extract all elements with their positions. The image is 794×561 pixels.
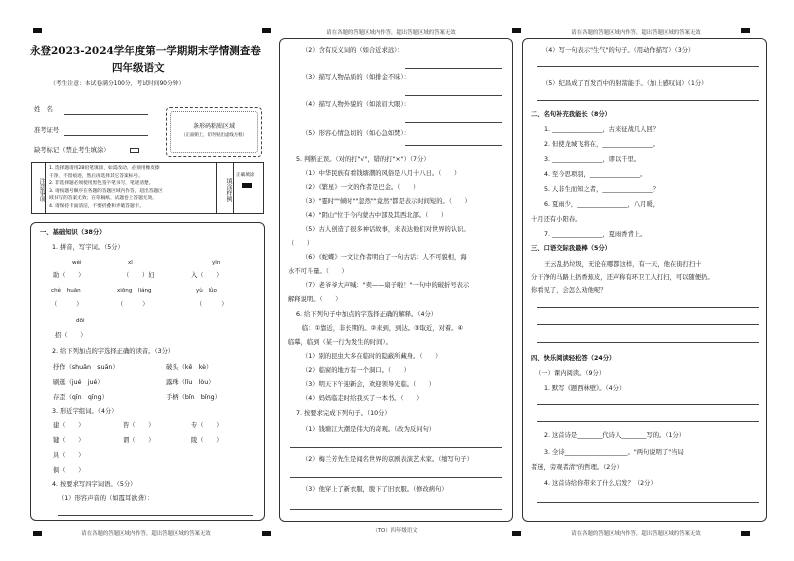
answer-blank[interactable]: 入（ ）	[191, 272, 223, 279]
fill-sample	[242, 183, 252, 188]
column-2-box	[279, 38, 513, 522]
answer-line[interactable]	[405, 145, 502, 146]
poem-fill[interactable]: 5. 人非生而知之者，________________？	[544, 186, 660, 193]
answer-line[interactable]	[58, 515, 253, 516]
barcode-title: 条形码粘贴区域	[192, 123, 235, 130]
q4-prompt: 4. 按要求写四字词语。（5分）	[52, 481, 137, 488]
absent-checkbox[interactable]	[130, 148, 139, 153]
answer-line[interactable]	[405, 68, 502, 69]
fill-correct: 正确填涂	[236, 173, 255, 178]
answer-blank[interactable]: 建（ ）	[53, 422, 85, 429]
section-1-title: 一、基础知识（38分）	[40, 229, 106, 236]
pinyin: wèi	[72, 260, 82, 266]
answer-blank[interactable]: 助（ ）	[53, 272, 85, 279]
choice-item[interactable]: （1）别的昆虫大多在临时的隐蔽所藏身。（ ）	[302, 353, 442, 360]
answer-line[interactable]	[405, 95, 502, 96]
answer-blank[interactable]: 键（ ）	[53, 437, 85, 444]
judge-item[interactable]: （4）"阴山"位于今内蒙古中部及其西北部。（ ）	[302, 212, 448, 219]
answer-blank[interactable]: 招（ ）	[55, 332, 87, 339]
reading-choice[interactable]: 抒作（shuān suān）	[53, 364, 119, 371]
rewrite-item: （3）他穿上了新衣服，脱下了旧衣服。（修改病句）	[302, 486, 448, 493]
header-note: 请在各题的答题区域内作答，超出答题区域的答案无效	[326, 30, 456, 36]
reading-sub-1: （一）课内阅读。（9分）	[535, 370, 606, 377]
registration-mark	[262, 531, 271, 536]
poem-fill[interactable]: 4. 至今思项羽，________________。	[544, 171, 647, 178]
answer-line[interactable]	[537, 66, 759, 67]
q4-item: （2）含有反义词的（如合近求远）：	[302, 47, 404, 54]
q7-prompt: 7. 按要求完成下列句子。（10分）	[296, 410, 391, 417]
scenario-text: 你看见了，会怎么劝他呢？	[531, 287, 607, 294]
q5-prompt: 5. 判断正误。（对的打"√"，错的打"×"）（7分）	[296, 156, 430, 163]
notice-list: 1. 选择题请用2B铅笔填涂，如需改动，必须用橡皮擦 干净，不留痕迹，然后再选择其它答案标号。 2. 非选择题必须使用黑色签字笔书写，笔迹清楚。 3. 请按题号顺序在各题的答题区域内作答，超出答题区 域书写的答案无效；在草稿纸、试题卷上答题无效。 4. 请保持卡面清洁，不要折叠和弄破答题卡。	[49, 166, 163, 209]
registration-mark	[741, 28, 750, 33]
rewrite-item: （1）钱塘江大潮是伟大的奇观。（改为反问句）	[302, 426, 436, 433]
answer-line[interactable]	[537, 324, 759, 325]
answer-blank[interactable]: （ ）	[117, 301, 149, 308]
footer-note: 请在各题的答题区域内作答，超出答题区域的答案无效	[571, 531, 701, 537]
q2-prompt: 2. 给下列加点的字选择正确的读音。（3分）	[52, 348, 175, 355]
q4-item: （5）形容心情急切的（如心急如焚）：	[302, 130, 410, 137]
name-field[interactable]	[64, 114, 148, 115]
name-label: 姓 名	[34, 106, 53, 113]
poem-fill-cont: 十月还有小阳春。	[531, 216, 582, 223]
answer-line[interactable]	[537, 421, 759, 422]
answer-blank[interactable]: （ ）	[196, 301, 228, 308]
r3-prompt[interactable]: 3. 全诗____________________。"两句说明了"当局	[544, 449, 684, 456]
reading-choice[interactable]: 手柄（bǐn bǐng）	[166, 394, 221, 401]
registration-mark	[33, 28, 42, 33]
answer-line[interactable]	[537, 502, 759, 503]
poem-fill[interactable]: 3. ________________，谬以千里。	[544, 156, 641, 163]
reading-choice[interactable]: 刷逛（jué jué）	[53, 379, 104, 386]
q4-item: （4）描写人物外貌的（如浓眉大眼）：	[302, 101, 410, 108]
notice-box	[31, 162, 264, 214]
judge-item[interactable]: 水不可斗量。（ ）	[288, 268, 348, 275]
poem-fill[interactable]: 2. 但使龙城飞将在，________________。	[544, 141, 660, 148]
q4-item: （3）描写人物品质的（如排金不昧）：	[302, 74, 410, 81]
notice-label: 注意事项	[32, 163, 46, 213]
registration-mark	[741, 531, 750, 536]
poem-fill[interactable]: 1. ________________，古来征战几人回？	[544, 126, 660, 133]
barcode-sub: （正面朝上，切勿贴出虚线方框）	[181, 133, 247, 138]
exam-title: 永登2023-2024学年度第一学期期末学情测查卷	[30, 45, 261, 57]
pinyin: chè huān	[51, 288, 81, 294]
choice-item[interactable]: （3）明天下午迎新会，欢迎领导光临。（ ）	[302, 381, 436, 388]
column-1-box	[30, 222, 265, 521]
pinyin: yīn	[212, 260, 221, 266]
q1-prompt: 1. 拼音，写字词。（5分）	[52, 244, 124, 251]
poem-fill[interactable]: 6. 夏雨少，________________，八月暖，	[544, 201, 660, 208]
judge-item[interactable]: 解释说明。（ ）	[288, 296, 342, 303]
answer-blank[interactable]: 具（ ）	[53, 452, 85, 459]
choice-item[interactable]: （2）临窗的地方有一个洞口。（ ）	[302, 367, 410, 374]
answer-line[interactable]	[537, 307, 759, 308]
answer-line[interactable]	[290, 447, 502, 448]
r1-prompt: 1. 默写《题西林壁》。（4分）	[544, 385, 626, 392]
fill-label: 填涂样例	[225, 177, 232, 202]
judge-item[interactable]: （6）《蛇蝶》一文让作者明白了一句古话：人不可貌相，海	[302, 254, 467, 261]
reading-choice[interactable]: 存歪（qīn qīng）	[53, 394, 108, 401]
number-field[interactable]	[64, 135, 148, 136]
registration-mark	[512, 531, 521, 536]
absent-label: 缺考标记（禁止考生填涂）	[34, 147, 110, 154]
judge-item[interactable]: （3）"霎时""倾时""忽然""竟然"都是表示时间短的。（ ）	[302, 198, 471, 205]
judge-item[interactable]: （7）老爷爷大声喊："卖——扇子啦！"一句中的破折号表示	[302, 282, 470, 289]
column-3-box	[522, 38, 767, 522]
exam-note: （考生注意：本试卷满分100分，考试时间90分钟）	[50, 81, 185, 87]
judge-item[interactable]: （1）中华民族有看钱塘潮的风俗是八月十八日。（ ）	[302, 170, 461, 177]
q4-item-1: （1）形容声音的（如霞耳欲聋）：	[58, 495, 154, 502]
r4-prompt: 4. 这首诗给你带来了什么启发？（2分）	[544, 480, 657, 487]
footer-note: 请在各题的答题区域内作答，超出答题区域的答案无效	[81, 531, 211, 537]
r3-cont: 者迷，旁观者清"的哲理。（2分）	[531, 464, 623, 471]
header-note: 请在各题的答题区域内作答，超出答题区域的答案无效	[571, 30, 701, 36]
answer-line[interactable]	[290, 477, 502, 478]
reading-choice[interactable]: 破头（kē kè）	[166, 364, 213, 371]
judge-item[interactable]: （ ）	[288, 240, 314, 247]
number-label: 准考证号	[34, 127, 60, 134]
pinyin: yù lǜo	[196, 288, 217, 294]
answer-blank[interactable]: （ ）妇	[123, 272, 155, 279]
r2-prompt[interactable]: 2. 这首诗是________代诗人________写的。（1分）	[544, 432, 686, 439]
q6-prompt: 6. 给下列句子中加点的字选择正确的解释。（4分）	[296, 311, 438, 318]
choice-item[interactable]: （4）妈妈临走时给我买了一本书。（ ）	[302, 395, 423, 402]
answer-blank[interactable]: 咨（ ）	[123, 422, 155, 429]
section-2-title: 二、名句补充我能长（8分）	[531, 111, 611, 118]
q7-item-4: （4）写一句表示"生气"的句子。（用动作描写）（3分）	[542, 47, 695, 54]
pinyin: xī	[128, 260, 133, 266]
exam-subject: 四年级语文	[112, 62, 165, 74]
answer-line[interactable]	[290, 509, 502, 510]
rewrite-item: （2）梅兰芳先生是闻名世界的京剧表演艺术家。（缩写句子）	[302, 456, 473, 463]
page-footer: （TO）四年级语文	[372, 528, 418, 534]
registration-mark	[262, 28, 271, 33]
section-3-title: 三、口语交际我最棒（5分）	[531, 245, 611, 252]
answer-blank[interactable]: 陵（ ）	[191, 437, 223, 444]
judge-item[interactable]: （2）《繁星》一文的作者是巴金。（ ）	[302, 184, 420, 191]
section-4-title: 四、快乐阅读轻松答（24分）	[531, 355, 616, 362]
poem-fill[interactable]: 7. ________________，夏雨香背上。	[544, 231, 647, 238]
pinyin: xiōng liáng	[117, 288, 152, 294]
answer-line[interactable]	[405, 122, 502, 123]
judge-item[interactable]: （5）古人创造了很多神话故事，来表达他们对世界的认识。	[302, 226, 470, 233]
scenario-text: 王云乱扔垃圾，无论在哪都这样，有一天，他在街打扫十	[544, 261, 702, 268]
registration-mark	[512, 28, 521, 33]
answer-blank[interactable]: （ ）	[51, 301, 83, 308]
scenario-text: 分干净的马路上扔香蕉皮，还声称有环卫工人打扫，可以随便扔。	[531, 274, 714, 281]
q6-definition-2: 临摹，临到（某一行为发生的时间）。	[288, 339, 392, 346]
answer-line[interactable]	[537, 342, 759, 343]
barcode-area	[166, 107, 262, 157]
answer-line[interactable]	[537, 100, 759, 101]
answer-blank[interactable]: 专（ ）	[191, 422, 223, 429]
reading-choice[interactable]: 露珠（lǐu lòu）	[166, 379, 215, 386]
pinyin: dōi	[76, 318, 85, 324]
q3-prompt: 3. 形近字组词。（4分）	[52, 408, 118, 415]
q6-definition: 临：①靠近，非长期的。②来到，到达。③取近，对着。④	[302, 325, 464, 332]
answer-blank[interactable]: 俱（ ）	[53, 467, 85, 474]
q7-item-5: （5）纪昌成了百发百中的射箭能手。（加上感叹词）（1分）	[542, 80, 708, 87]
answer-line[interactable]	[537, 404, 759, 405]
answer-blank[interactable]: 谓（ ）	[123, 437, 155, 444]
